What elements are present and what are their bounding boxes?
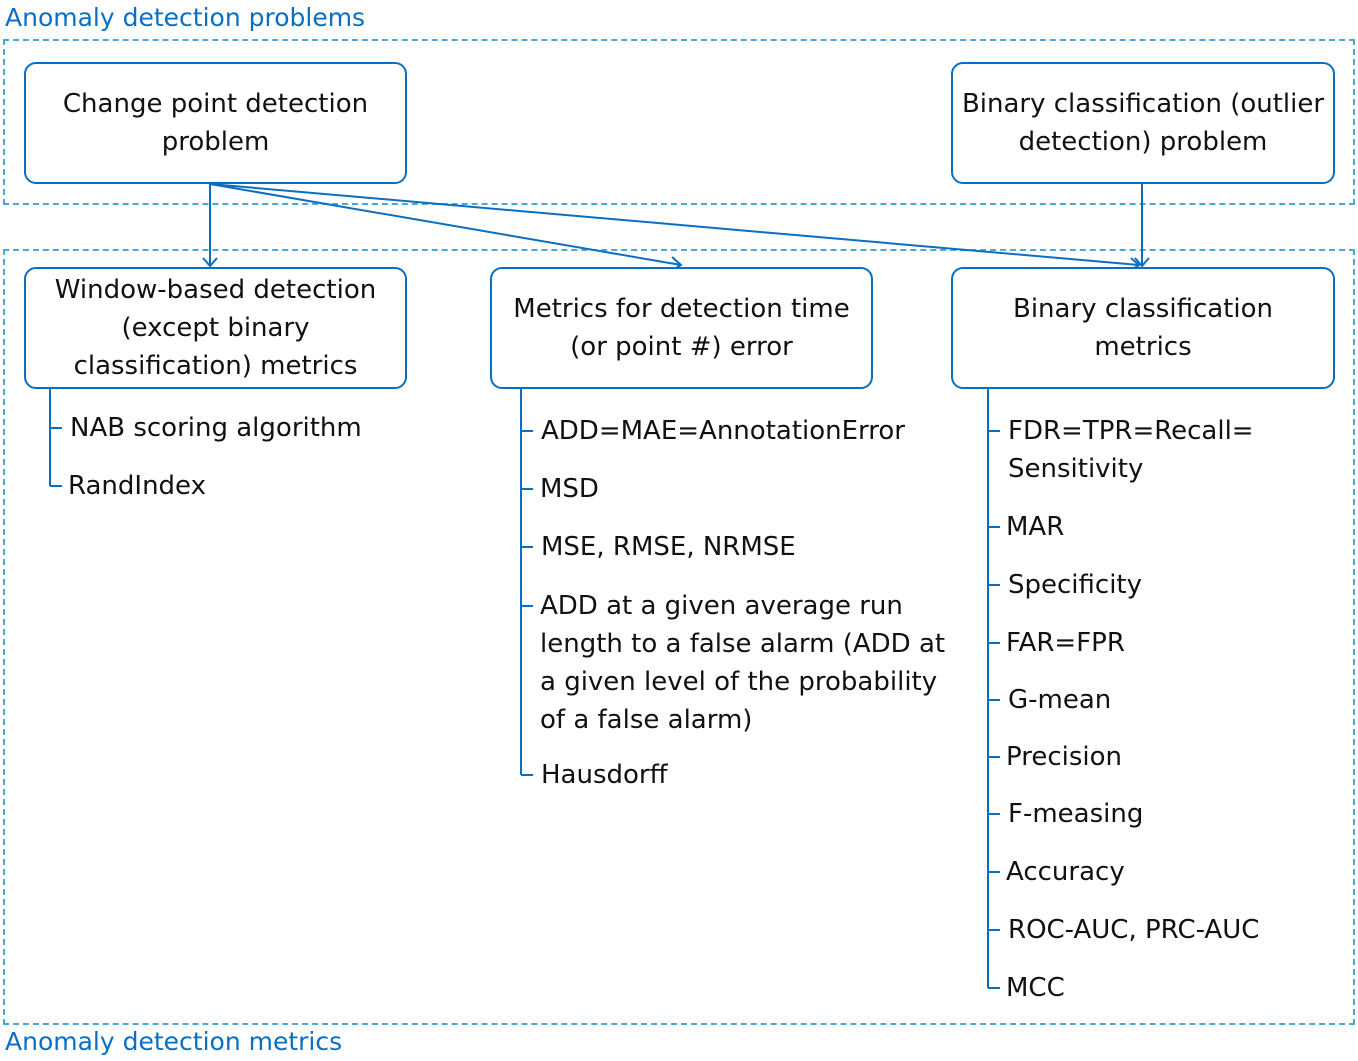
metric-item: FDR=TPR=Recall= Sensitivity bbox=[1008, 416, 1254, 484]
problems-section-label: Anomaly detection problems bbox=[5, 3, 366, 32]
metric-item: ROC-AUC, PRC-AUC bbox=[1008, 915, 1260, 945]
metric-item: MAR bbox=[1006, 512, 1065, 542]
binary-metrics-box: Binary classification metrics bbox=[951, 267, 1335, 389]
metric-item: Precision bbox=[1006, 742, 1123, 772]
metric-item: Accuracy bbox=[1006, 857, 1125, 887]
metric-item: FAR=FPR bbox=[1006, 628, 1125, 658]
metric-item: ADD=MAE=AnnotationError bbox=[541, 416, 905, 446]
metric-item: NAB scoring algorithm bbox=[70, 413, 362, 443]
metrics-section-label: Anomaly detection metrics bbox=[5, 1027, 343, 1056]
metric-item: MCC bbox=[1006, 973, 1065, 1003]
metric-item: Hausdorff bbox=[541, 760, 668, 790]
metric-item: RandIndex bbox=[68, 471, 206, 501]
arrow-to-time bbox=[210, 184, 681, 265]
binary-problem-box: Binary classification (outlier detection) problem bbox=[951, 62, 1335, 184]
window-metrics-box: Window-based detection (except binary classification) metrics bbox=[24, 267, 407, 389]
metric-item: ADD at a given average run length to a false alarm (ADD at a given level of the probability of a false alarm) bbox=[540, 591, 946, 735]
metric-item: F-measing bbox=[1008, 799, 1144, 829]
change-point-problem-box: Change point detection problem bbox=[24, 62, 407, 184]
time-tree bbox=[521, 389, 533, 775]
window-tree bbox=[50, 389, 62, 486]
metric-item: Specificity bbox=[1008, 570, 1142, 600]
binary-tree bbox=[988, 389, 1000, 988]
metric-item: MSD bbox=[540, 474, 599, 504]
metric-item: MSE, RMSE, NRMSE bbox=[541, 532, 796, 562]
arrow-to-binary-metrics bbox=[210, 184, 1139, 265]
time-metrics-box: Metrics for detection time (or point #) error bbox=[490, 267, 873, 389]
metric-item: G-mean bbox=[1008, 685, 1112, 715]
